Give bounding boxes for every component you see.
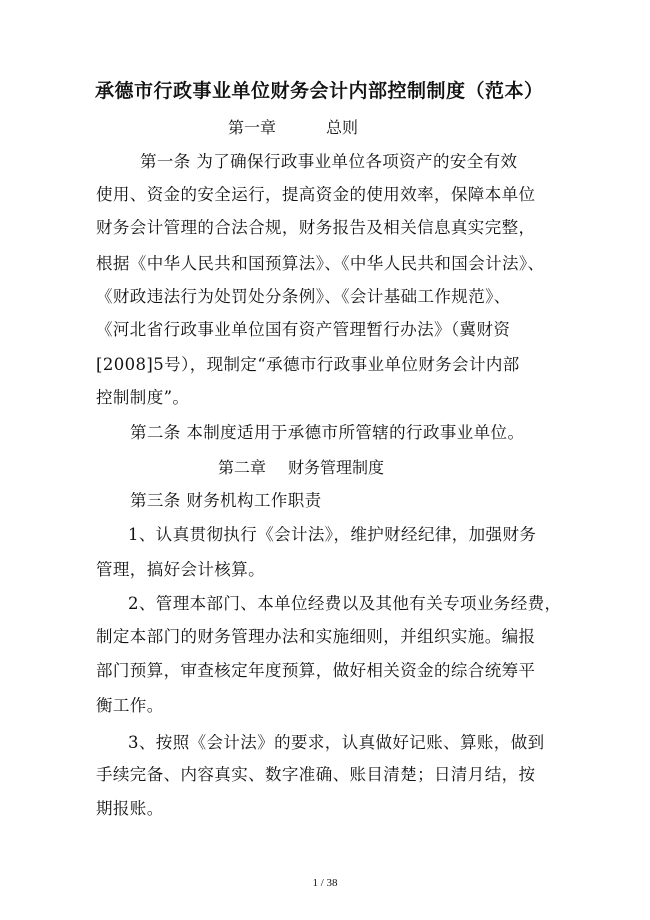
item-1-line-1: 1、认真贯彻执行《会计法》，维护财经纪律，加强财务 [128, 525, 537, 544]
chapter-1-number: 第一章 [228, 118, 277, 137]
article-1-line-3: 财务会计管理的合法合规，财务报告及相关信息真实完整， [96, 218, 536, 237]
item-2-line-4: 衡工作。 [96, 696, 164, 715]
article-2-line-1: 第二条 本制度适用于承德市所管辖的行政事业单位。 [130, 423, 525, 442]
article-1-line-5: 《财政违法行为处罚处分条例》、《会计基础工作规范》、 [96, 287, 511, 306]
article-1-line-7: [2008]5号），现制定“承德市行政事业单位财务会计内部 [96, 355, 520, 374]
chapter-2-name: 财务管理制度 [288, 458, 385, 477]
article-1-line-1: 第一条 为了确保行政事业单位各项资产的安全有效 [140, 152, 518, 171]
chapter-2-number: 第二章 [218, 458, 267, 477]
page-number: 1 / 38 [312, 877, 338, 889]
item-2-line-1: 2、管理本部门、本单位经费以及其他有关专项业务经费， [128, 594, 562, 613]
chapter-2-heading [218, 456, 384, 480]
item-3-line-2: 手续完备、内容真实、数字准确、账目清楚；日清月结，按 [96, 765, 536, 784]
item-2-line-3: 部门预算，审查核定年度预算，做好相关资金的综合统筹平 [96, 661, 536, 680]
item-3-line-3: 期报账。 [96, 799, 164, 818]
article-1-line-2: 使用、资金的安全运行，提高资金的使用效率，保障本单位 [96, 185, 536, 204]
document-title: 承德市行政事业单位财务会计内部控制制度（范本） [95, 80, 544, 102]
article-1-line-4: 根据《中华人民共和国预算法》、《中华人民共和国会计法》、 [96, 254, 545, 273]
article-1-line-8: 控制制度”。 [96, 388, 190, 407]
item-3-line-1: 3、按照《会计法》的要求，认真做好记账、算账，做到 [128, 733, 545, 752]
item-2-line-2: 制定本部门的财务管理办法和实施细则，并组织实施。编报 [96, 627, 536, 646]
article-3-heading: 第三条 财务机构工作职责 [130, 491, 322, 510]
item-1-line-2: 管理，搞好会计核算。 [96, 560, 265, 579]
chapter-1-heading [228, 116, 358, 140]
article-1-line-6: 《河北省行政事业单位国有资产管理暂行办法》（冀财资 [96, 320, 511, 339]
chapter-1-name: 总则 [326, 118, 359, 137]
